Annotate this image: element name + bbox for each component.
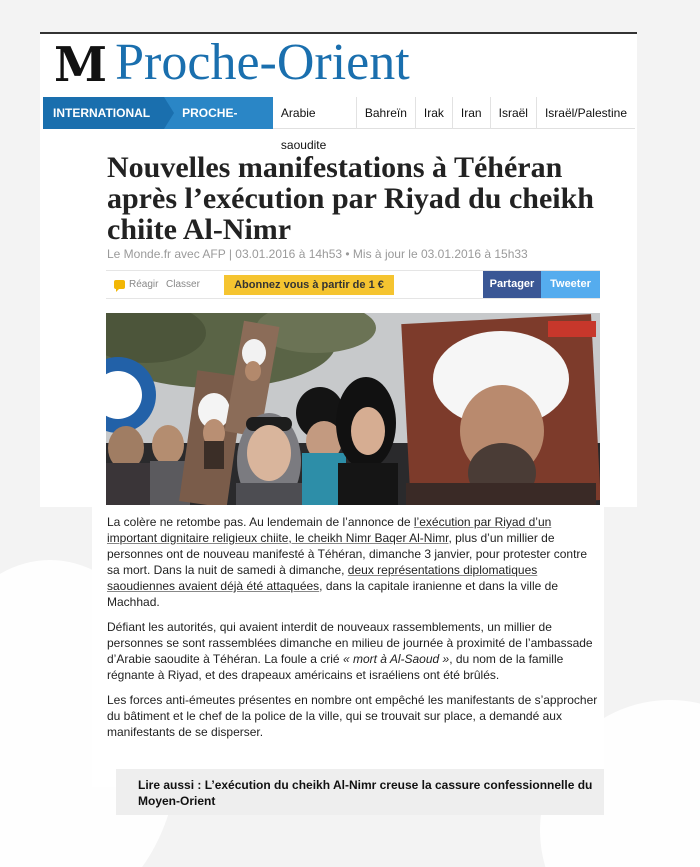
paragraph-3: Les forces anti-émeutes présentes en nombre ont empêché les manifestants de s’approcher du bâtiment et le chef de la police de la ville, qui se trouvait sur place, a demandé aux manifestants de se disperser. xyxy=(107,693,598,739)
paragraph-text: , plus d’un millier de personnes ont de nouveau manifesté à Téhéran, dimanche 3 janvier, pour protester contre sa mort. Dans la nuit de samedi à dimanche, xyxy=(107,531,588,577)
nav-item-israel-palestine[interactable]: Israël/Palestine xyxy=(544,106,627,120)
reagir-label: Réagir xyxy=(129,279,159,290)
lire-aussi-link[interactable]: Lire aussi : L’exécution du cheikh Al-Nimr creuse la cassure confessionnelle du Moyen-Orient xyxy=(116,769,604,815)
section-nav xyxy=(43,97,635,152)
nav-international[interactable]: INTERNATIONAL xyxy=(43,97,164,129)
article-body xyxy=(107,514,602,749)
article-photo xyxy=(106,313,600,505)
masthead xyxy=(54,34,410,93)
le-monde-logo[interactable]: M xyxy=(54,37,106,93)
article-toolbar xyxy=(106,270,600,299)
paragraph-text: La colère ne retombe pas. Au lendemain de l’annonce de xyxy=(107,515,414,529)
nav-item-arabie-saoudite[interactable]: Arabie saoudite xyxy=(273,97,357,129)
paragraph-text: , du nom de la famille régnante à Riyad, et des drapeaux américains et israéliens ont été brûlés. xyxy=(107,652,564,682)
section-title[interactable]: Proche-Orient xyxy=(115,34,410,91)
nav-item-irak[interactable]: Irak xyxy=(416,97,453,129)
classer-button[interactable]: Classer xyxy=(166,279,200,290)
reagir-button[interactable] xyxy=(114,279,158,290)
comment-bubble-icon xyxy=(114,280,125,289)
quote: « mort à Al-Saoud » xyxy=(342,652,450,666)
facebook-share-button[interactable]: Partager xyxy=(483,271,541,298)
link-execution[interactable]: l’exécution par Riyad d’un important dignitaire religieux chiite, le cheikh Nimr Baqer Al-Nimr xyxy=(107,515,552,545)
article-headline: Nouvelles manifestations à Téhéran après l’exécution par Riyad du cheikh chiite Al-Nimr xyxy=(107,151,594,246)
paragraph-text: , dans la capitale iranienne et dans la ville de Machhad. xyxy=(107,579,558,609)
paragraph-2 xyxy=(107,619,602,683)
paragraph-1 xyxy=(107,514,602,610)
protest-photo-illustration xyxy=(106,313,600,505)
nav-item-iran[interactable]: Iran xyxy=(453,97,491,129)
article-byline: Le Monde.fr avec AFP | 03.01.2016 à 14h53 • Mis à jour le 03.01.2016 à 15h33 xyxy=(107,247,528,261)
tweet-button[interactable]: Tweeter xyxy=(541,271,600,298)
link-attacks[interactable]: deux représentations diplomatiques saoudiennes avaient déjà été attaquées xyxy=(107,563,538,593)
nav-proche-orient[interactable]: PROCHE-ORIENT xyxy=(164,97,273,129)
paragraph-text: Défiant les autorités, qui avaient interdit de nouveaux rassemblements, un millier de personnes se sont rassemblées dimanche en milieu de journée à proximité de l’ambassade d’Arabie saoudite à Téhéran. La foule a crié xyxy=(107,620,593,666)
nav-item-bahrein[interactable]: Bahreïn xyxy=(357,97,416,129)
subscribe-button[interactable]: Abonnez vous à partir de 1 € xyxy=(224,275,394,295)
nav-item-israel[interactable]: Israël xyxy=(491,97,537,129)
